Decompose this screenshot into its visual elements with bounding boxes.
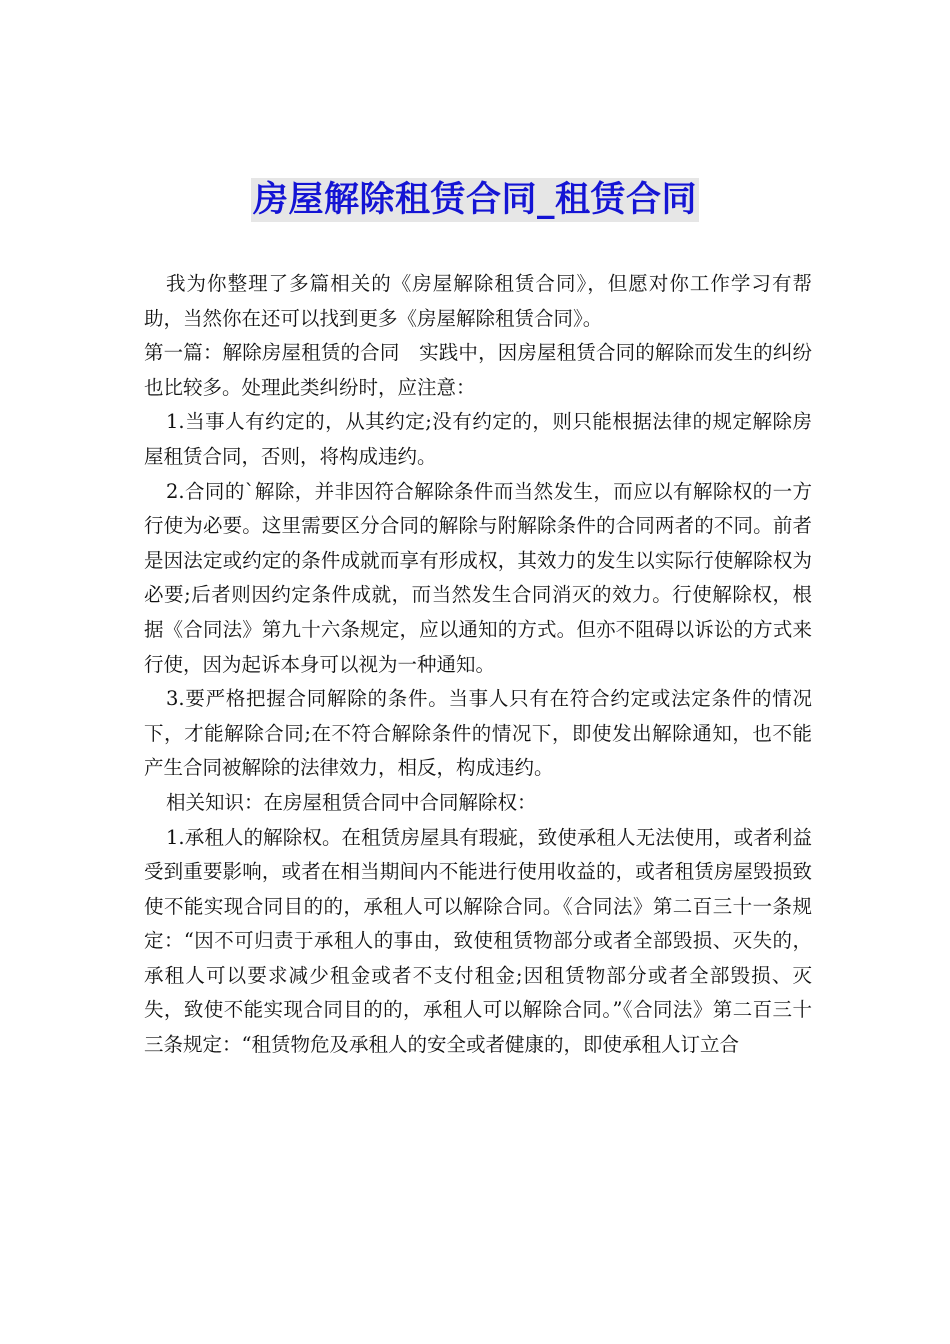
paragraph-intro: 我为你整理了多篇相关的《房屋解除租赁合同》，但愿对你工作学习有帮助，当然你在还可以找到更多《房屋解除租赁合同》。 [144, 272, 812, 330]
title-container [0, 178, 950, 222]
paragraph-section-one: 第一篇：解除房屋租赁的合同 实践中，因房屋租赁合同的解除而发生的纠纷也比较多。处理此类纠纷时，应注意： [144, 341, 812, 399]
document-title: 房屋解除租赁合同_租赁合同 [252, 180, 697, 220]
paragraph-tenant-right: 1.承租人的解除权。在租赁房屋具有瑕疵，致使承租人无法使用，或者利益受到重要影响，或者在相当期间内不能进行使用收益的，或者租赁房屋毁损致使不能实现合同目的的，承租人可以解除合同。《合同法》第二百三十一条规定：“因不可归责于承租人的事由，致使租赁物部分或者全部毁损、灭失的，承租人可以要求减少租金或者不支付租金;因租赁物部分或者全部毁损、灭失，致使不能实现合同目的的，承租人可以解除合同。”《合同法》第二百三十三条规定：“租赁物危及承租人的安全或者健康的，即使承租人订立合 [144, 825, 812, 1057]
paragraph-related-knowledge: 相关知识：在房屋租赁合同中合同解除权： [166, 790, 537, 814]
paragraph-point-3: 3.要严格把握合同解除的条件。当事人只有在符合约定或法定条件的情况下，才能解除合同;在不符合解除条件的情况下，即使发出解除通知，也不能产生合同被解除的法律效力，相反，构成违约。 [144, 687, 812, 780]
paragraph-point-1: 1.当事人有约定的，从其约定;没有约定的，则只能根据法律的规定解除房屋租赁合同，否则，将构成违约。 [144, 410, 812, 468]
document-body [144, 267, 812, 1063]
paragraph-point-2: 2.合同的`解除，并非因符合解除条件而当然发生，而应以有解除权的一方行使为必要。这里需要区分合同的解除与附解除条件的合同两者的不同。前者是因法定或约定的条件成就而享有形成权，其效力的发生以实际行使解除权为必要;后者则因约定条件成就，而当然发生合同消灭的效力。行使解除权，根据《合同法》第九十六条规定，应以通知的方式。但亦不阻碍以诉讼的方式来行使，因为起诉本身可以视为一种通知。 [144, 479, 812, 676]
